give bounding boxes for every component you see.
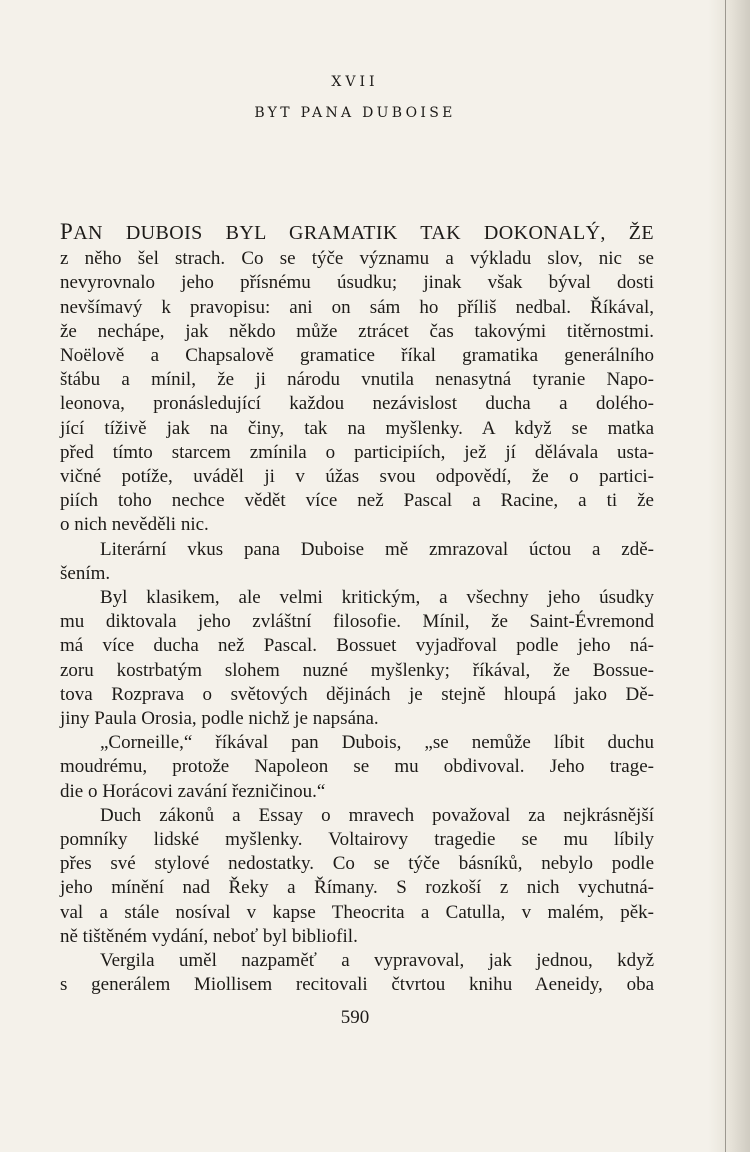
text-line: Noëlově a Chapsalově gramatice říkal gramatika generálního — [60, 345, 654, 367]
chapter-number: XVII — [331, 74, 379, 90]
page-edge-shadow — [708, 0, 750, 1152]
first-line — [60, 220, 654, 245]
body-text — [60, 220, 654, 998]
text-line: z něho šel strach. Co se týče významu a výkladu slov, nic se — [60, 248, 654, 270]
text-line: Literární vkus pana Duboise mě zmrazoval úctou a zdě- — [100, 538, 654, 560]
text-line: šením. — [60, 562, 111, 584]
text-line: Byl klasikem, ale velmi kritickým, a všechny jeho úsudky — [100, 587, 654, 609]
page-edge-line — [725, 0, 726, 1152]
text-line: ně tištěném vydání, neboť byl bibliofil. — [60, 925, 358, 947]
text-line: leonova, pronásledující každou nezávislost ducha a dolého- — [60, 393, 654, 415]
text-line: o nich nevěděli nic. — [60, 514, 209, 536]
text-line: zoru kostrbatým slohem nuzné myšlenky; říkával, že Bossue- — [60, 659, 654, 681]
initial-capital: P — [60, 219, 74, 244]
text-line: nevyrovnalo jeho přísnému úsudku; jinak však býval dosti — [60, 272, 654, 294]
text-line: Duch zákonů a Essay o mravech považoval za nejkrásnější — [100, 804, 654, 826]
first-line-rest: AN DUBOIS BYL GRAMATIK TAK DOKONALÝ, ŽE — [73, 222, 654, 244]
text-line: má více ducha než Pascal. Bossuet vyjadřoval podle jeho ná- — [60, 635, 654, 657]
text-line: val a stále nosíval v kapse Theocrita a Catulla, v malém, pěk- — [60, 901, 654, 923]
text-line: vičné potíže, uváděl ji v úžas svou odpovědí, že o partici- — [60, 466, 654, 488]
text-line: piích toho nechce vědět více než Pascal a Racine, a ti že — [60, 490, 654, 512]
text-line: mu diktovala jeho zvláštní filosofie. Mínil, že Saint-Évremond — [60, 611, 654, 633]
text-line: štábu a mínil, že ji národu vnutila nenasytná tyranie Napo- — [60, 369, 654, 391]
text-line: moudrému, protože Napoleon se mu obdivoval. Jeho trage- — [60, 756, 654, 778]
text-line: nevšímavý k pravopisu: ani on sám ho příliš nedbal. Říkával, — [60, 296, 654, 318]
text-line: přes své stylové nedostatky. Co se týče básníků, nebylo podle — [60, 853, 654, 875]
text-line: jiny Paula Orosia, podle nichž je napsána. — [60, 708, 379, 730]
text-line: pomníky lidské myšlenky. Voltairovy tragedie se mu líbily — [60, 829, 654, 851]
chapter-title: BYT PANA DUBOISE — [254, 105, 456, 121]
text-line: die o Horácovi zavání řezničinou.“ — [60, 780, 326, 802]
text-line: „Corneille,“ říkával pan Dubois, „se nemůže líbit duchu — [100, 732, 654, 754]
text-line: jeho mínění nad Řeky a Římany. S rozkoší z nich vychutná- — [60, 877, 654, 899]
text-line: že nechápe, jak někdo může ztrácet čas takovými titěrnostmi. — [60, 320, 654, 342]
page-number: 590 — [340, 1007, 370, 1028]
text-line: s generálem Miollisem recitovali čtvrtou knihu Aeneidy, oba — [60, 974, 654, 996]
text-line: Vergila uměl nazpaměť a vypravoval, jak jednou, když — [100, 950, 654, 972]
text-line: tova Rozprava o světových dějinách je stejně hloupá jako Dě- — [60, 683, 654, 705]
text-line: jící tíživě jak na činy, tak na myšlenky. A když se matka — [60, 417, 654, 439]
text-line: před tímto starcem zmínila o participiích, jež jí dělávala usta- — [60, 441, 654, 463]
